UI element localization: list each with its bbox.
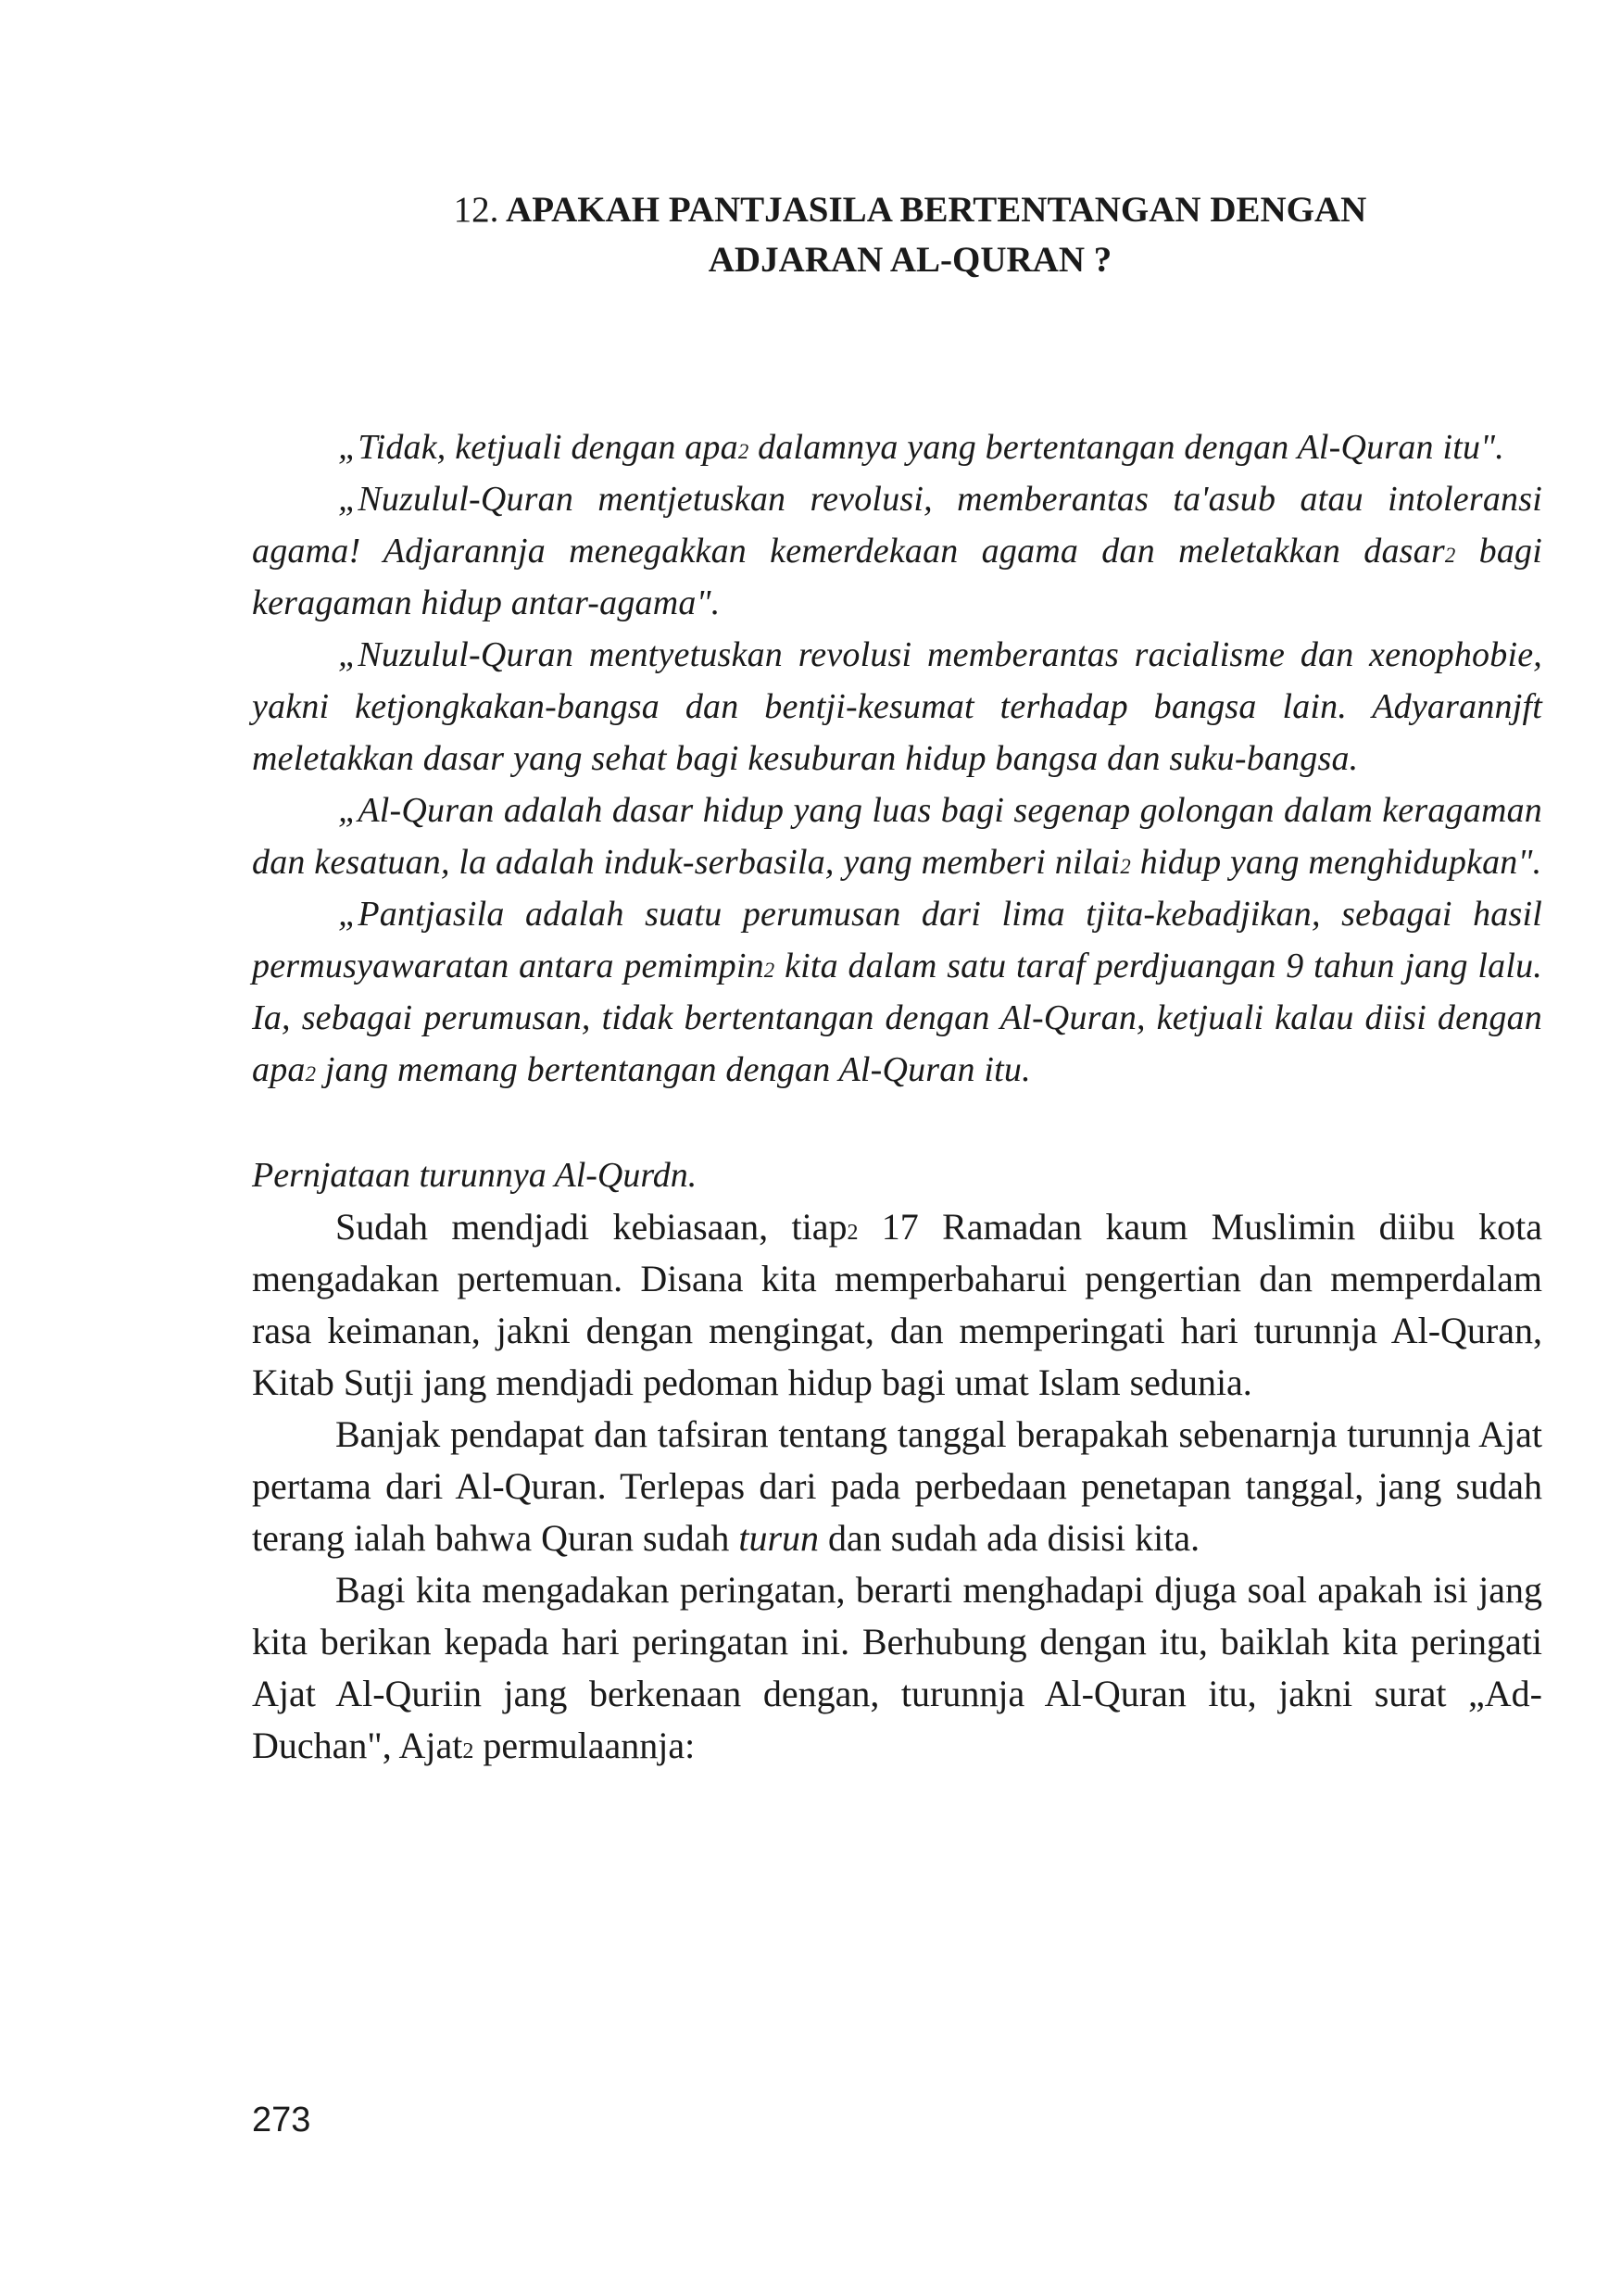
quote-paragraph-1: „Tidak, ketjuali dengan apa$^2$ dalamnya yang bertentangan dengan Al-Quran itu". <box>338 428 1505 467</box>
body-paragraph-3: Bagi kita mengadakan peringatan, berarti menghadapi djuga soal apakah isi jang kita berikan kepada hari peringatan ini. Berhubung dengan itu, baiklah kita peringati Ajat Al-Quriin jang berkenaan dengan, turunnja Al-Quran itu, jakni surat „Ad-Duchan", Ajat$^2$ permulaannja: <box>252 1569 1542 1766</box>
body-paragraph-1: Sudah mendjadi kebiasaan, tiap$^2$ 17 Ramadan kaum Muslimin diibu kota mengadakan pertemuan. Disana kita memperbaharui pengertian dan memperdalam rasa keimanan, jakni dengan mengingat, dan memperingati hari turunnja Al-Quran, Kitab Sutji jang mendjadi pedoman hidup bagi umat Islam sedunia. <box>252 1206 1542 1403</box>
quotes-block <box>252 421 1542 1096</box>
quote-paragraph-2: „Nuzulul-Quran mentjetuskan revolusi, memberantas ta'asub atau intoleransi agama! Adjarannja menegakkan kemerdekaan agama dan meletakkan dasar$^2$ bagi keragaman hidup antar-agama". <box>252 480 1543 622</box>
chapter-title <box>252 185 1542 285</box>
quote-paragraph-4: „Al-Quran adalah dasar hidup yang luas bagi segenap golongan dalam keragaman dan kesatuan, la adalah induk-serbasila, yang memberi nilai$^2$ hidup yang menghidupkan". <box>252 791 1542 882</box>
chapter-title-line1: APAKAH PANTJASILA BERTENTANGAN DENGAN <box>506 190 1367 230</box>
page-number: 273 <box>252 2101 311 2139</box>
chapter-title-line2: ADJARAN AL-QURAN ? <box>708 240 1112 280</box>
quote-paragraph-3: „Nuzulul-Quran mentyetuskan revolusi memberantas racialisme dan xenophobie, yakni ketjongkakan-bangsa dan bentji-kesumat terhadap bangsa lain. Adyarannjft meletakkan dasar yang sehat bagi kesuburan hidup bangsa dan suku-bangsa. <box>252 635 1542 778</box>
quote-paragraph-5: „Pantjasila adalah suatu perumusan dari lima tjita-kebadjikan, sebagai hasil permusyawaratan antara pemimpin$^2$ kita dalam satu taraf perdjuangan 9 tahun jang lalu. Ia, sebagai perumusan, tidak bertentangan dengan Al-Quran, ketjuali kalau diisi dengan apa$^2$ jang memang bertentangan dengan Al-Quran itu. <box>252 895 1542 1089</box>
body-paragraph-2: Banjak pendapat dan tafsiran tentang tanggal berapakah sebenarnja turunnja Ajat pertama dari Al-Quran. Terlepas dari pada perbedaan penetapan tanggal, jang sudah terang ialah bahwa Quran sudah turun dan sudah ada disisi kita. <box>252 1413 1542 1559</box>
body-text <box>252 1201 1542 1772</box>
chapter-number: 12. <box>453 190 499 230</box>
section-heading: Pernjataan turunnya Al-Qurdn. <box>252 1156 697 1195</box>
page-content <box>252 185 1542 1772</box>
